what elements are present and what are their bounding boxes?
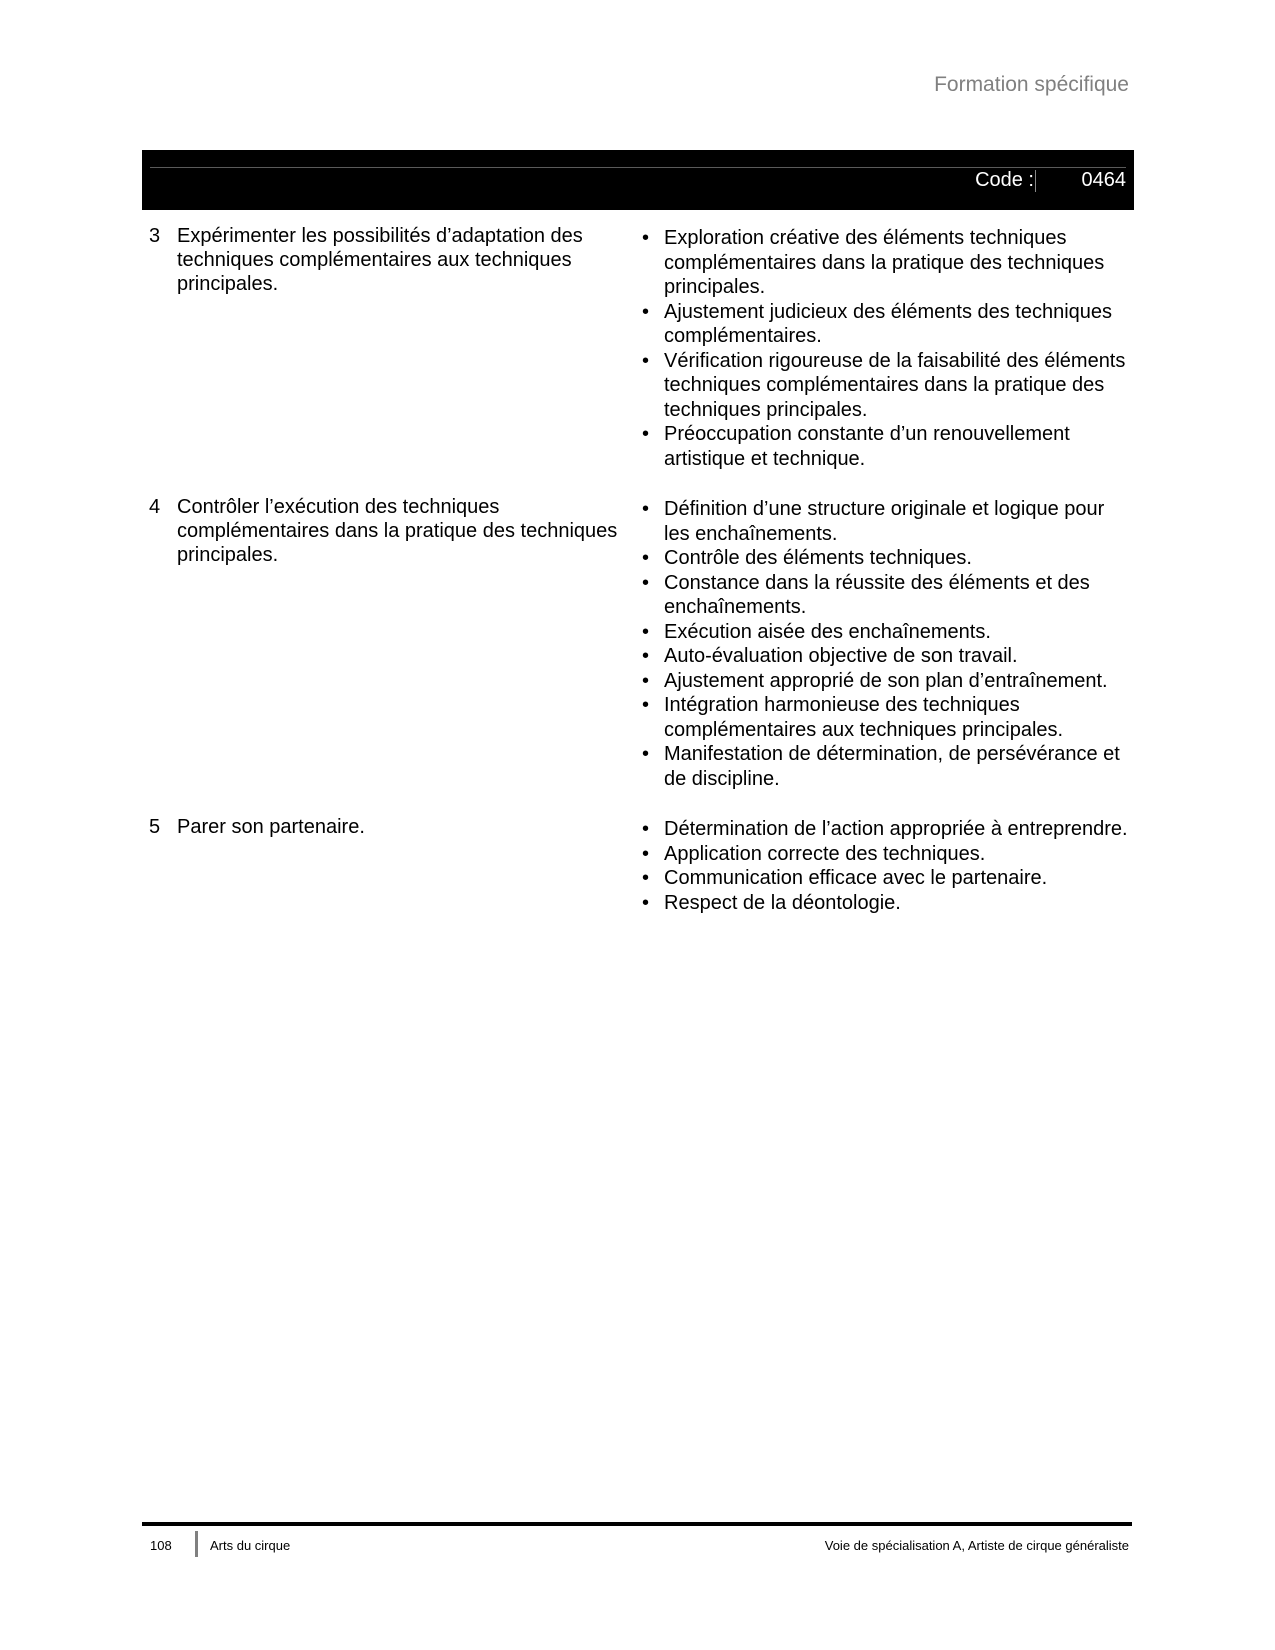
criteria-list: [638, 226, 1134, 471]
criteria-item: • Exploration créative des éléments techniques complémentaires dans la pratique des techniques principales.: [642, 227, 1105, 298]
criteria-item: • Définition d’une structure originale et logique pour les enchaînements.: [642, 498, 1105, 545]
bullet-icon: •: [642, 547, 650, 569]
bullet-icon: •: [642, 300, 650, 323]
criteria-item: • Respect de la déontologie.: [642, 891, 901, 914]
criteria-item: • Détermination de l’action appropriée à entreprendre.: [642, 818, 1128, 840]
footer-separator: [195, 1531, 198, 1557]
criteria-item: • Manifestation de détermination, de persévérance et de discipline.: [642, 743, 1120, 790]
element-text: Parer son partenaire.: [177, 816, 365, 838]
footer-program: Arts du cirque: [210, 1538, 291, 1553]
section-title: Formation spécifique: [934, 73, 1129, 96]
element-cell: [142, 224, 638, 471]
bullet-icon: •: [642, 227, 650, 249]
element-cell: [142, 815, 638, 915]
bullet-icon: •: [642, 423, 650, 445]
bullet-icon: •: [642, 867, 650, 889]
bullet-icon: •: [642, 349, 650, 372]
criteria-item: • Préoccupation constante d’un renouvellement artistique et technique.: [642, 423, 1070, 470]
criteria-item: • Contrôle des éléments techniques.: [642, 547, 972, 569]
element-cell: [142, 495, 638, 791]
footer-rule: [142, 1522, 1132, 1526]
code-bar: [142, 150, 1134, 210]
element-text: Contrôler l’exécution des techniques complémentaires dans la pratique des techniques principales.: [177, 496, 618, 566]
element-text: Expérimenter les possibilités d’adaptation des techniques complémentaires aux techniques principales.: [177, 225, 583, 295]
table-row: [142, 224, 1134, 471]
bullet-icon: •: [642, 645, 650, 667]
bullet-icon: •: [642, 620, 650, 643]
bullet-icon: •: [642, 498, 650, 520]
code-value: 0464: [1081, 169, 1126, 191]
criteria-cell: [638, 815, 1134, 915]
bullet-icon: •: [642, 842, 650, 865]
competency-table: [142, 224, 1134, 939]
criteria-item: • Ajustement approprié de son plan d’entraînement.: [642, 669, 1108, 692]
code-separator: [1035, 170, 1036, 192]
table-row: [142, 495, 1134, 791]
bullet-icon: •: [642, 571, 650, 594]
bullet-icon: •: [642, 891, 650, 914]
element-number: 3: [149, 225, 161, 247]
criteria-item: • Vérification rigoureuse de la faisabilité des éléments techniques complémentaires dans la pratique des techniques principales.: [642, 349, 1126, 421]
page-number: 108: [150, 1538, 172, 1553]
bullet-icon: •: [642, 818, 650, 840]
criteria-list: [638, 817, 1134, 915]
element-number: 5: [149, 816, 161, 838]
criteria-item: • Intégration harmonieuse des techniques complémentaires aux techniques principales.: [642, 694, 1064, 741]
criteria-item: • Ajustement judicieux des éléments des techniques complémentaires.: [642, 300, 1113, 347]
bullet-icon: •: [642, 669, 650, 692]
criteria-item: • Exécution aisée des enchaînements.: [642, 620, 991, 643]
criteria-cell: [638, 495, 1134, 791]
criteria-item: • Constance dans la réussite des éléments et des enchaînements.: [642, 571, 1090, 618]
bullet-icon: •: [642, 694, 650, 716]
table-row: [142, 815, 1134, 915]
criteria-item: • Communication efficace avec le partenaire.: [642, 867, 1048, 889]
criteria-list: [638, 497, 1134, 791]
bullet-icon: •: [642, 743, 650, 765]
footer-pathway: Voie de spécialisation A, Artiste de cirque généraliste: [824, 1538, 1129, 1553]
code-bar-rule: [150, 167, 1126, 168]
criteria-item: • Auto-évaluation objective de son travail.: [642, 645, 1018, 667]
criteria-item: • Application correcte des techniques.: [642, 842, 986, 865]
code-label: Code :: [975, 169, 1034, 191]
element-number: 4: [149, 496, 161, 518]
criteria-cell: [638, 224, 1134, 471]
